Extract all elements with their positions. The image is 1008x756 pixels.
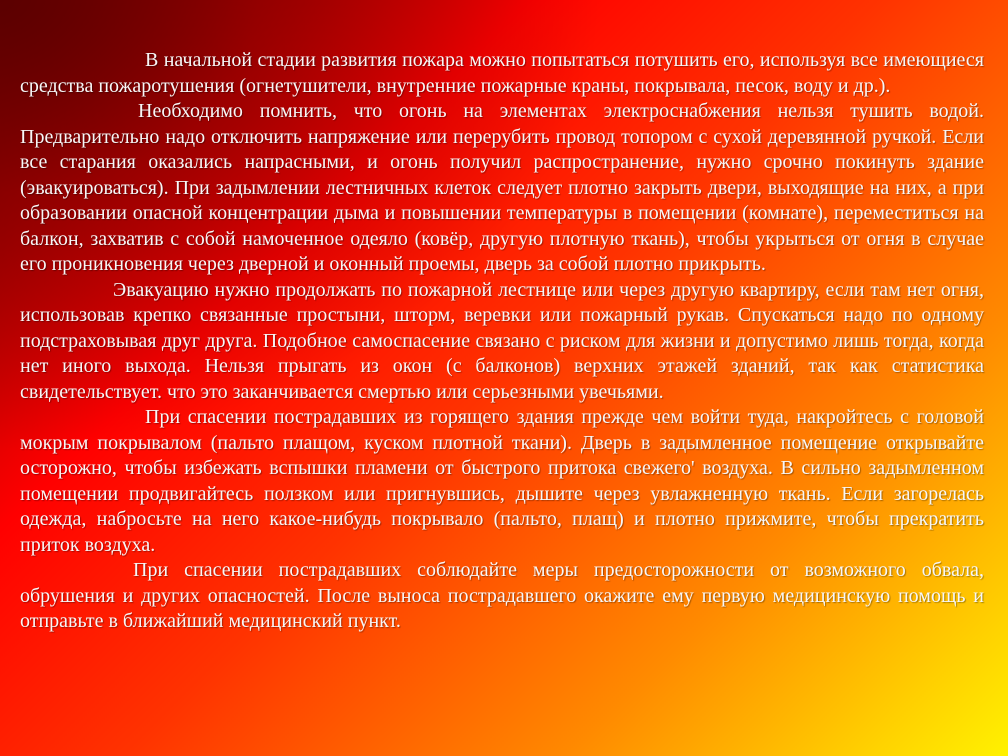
paragraph-rescue-precautions: При спасении пострадавших соблюдайте меры предосторожности от возможного обвала, обрушения и других опасностей. После выноса пострадавшего окажите ему первую медицинскую помощь и отправьте в ближайший медицинский пункт. [20,559,984,632]
paragraph-initial-firefighting: В начальной стадии развития пожара можно попытаться потушить его, используя все имеющиеся средства пожаротушения (огнетушители, внутренние пожарные краны, покрывала, песок, воду и др.). [20,49,984,97]
document-body [20,48,984,635]
paragraph-electrical-fire-and-evacuation: Необходимо помнить, что огонь на элементах электроснабжения нельзя тушить водой. Предварительно надо отключить напряжение или перерубить провод топором с сухой деревянной ручкой. Если все старания оказались напрасными, и огонь получил распространение, нужно срочно покинуть здание (эвакуироваться). При задымлении лестничных клеток следует плотно закрыть двери, выходящие на них, а при образовании опасной концентрации дыма и повышении температуры в помещении (комнате), переместиться на балкон, захватив с собой намоченное одеяло (ковёр, другую плотную ткань), чтобы укрыться от огня в случае его проникновения через дверной и оконный проемы, дверь за собой плотно прикрыть. [20,100,984,275]
paragraph-rescue-in-burning-building: При спасении пострадавших из горящего здания прежде чем войти туда, накройтесь с головой мокрым покрывалом (пальто плащом, куском плотной ткани). Дверь в задымленное помещение открывайте осторожно, чтобы избежать вспышки пламени от быстрого притока свежего' воздуха. В сильно задымленном помещении продвигайтесь ползком или пригнувшись, дышите через увлажненную ткань. Если загорелась одежда, набросьте на него какое-нибудь покрывало (пальто, плащ) и плотно прижмите, чтобы прекратить приток воздуха. [20,406,984,556]
paragraph-evacuation-methods: Эвакуацию нужно продолжать по пожарной лестнице или через другую квартиру, если там нет огня, использовав крепко связанные простыни, шторм, веревки или пожарный рукав. Спускаться надо по одному подстраховывая друг друга. Подобное самоспасение связано с риском для жизни и допустимо лишь тогда, когда нет иного выхода. Нельзя прыгать из окон (с балконов) верхних этажей зданий, так как статистика свидетельствует. что это заканчивается смертью или серьезными увечьями. [20,278,984,403]
